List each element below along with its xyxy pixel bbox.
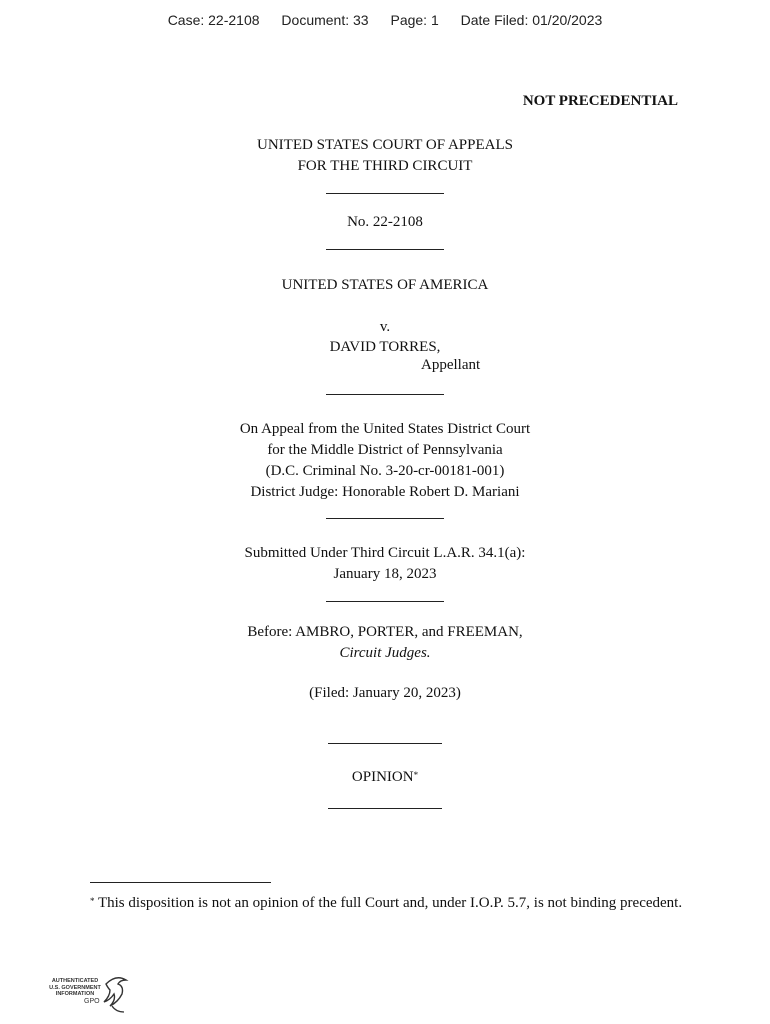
header-page: Page: 1 xyxy=(390,12,439,28)
court-line-1: UNITED STATES COURT OF APPEALS xyxy=(257,137,513,153)
appeal-info xyxy=(0,419,770,503)
appeal-line-1: On Appeal from the United States District Court xyxy=(239,421,531,437)
submission-info xyxy=(0,543,770,585)
header-case: Case: 22-2108 xyxy=(167,12,260,28)
panel-info xyxy=(0,622,770,664)
defendant-name: DAVID TORRES, xyxy=(329,339,441,355)
panel-title: Circuit Judges. xyxy=(339,645,431,661)
separator xyxy=(0,236,770,257)
appeal-line-2: for the Middle District of Pennsylvania xyxy=(267,442,503,458)
footnote-text: This disposition is not an opinion of the full Court and, under I.O.P. 5.7, is not binding precedent. xyxy=(94,895,683,911)
footnote-separator xyxy=(90,882,271,883)
docket-number: No. 22-2108 xyxy=(347,214,423,230)
footnote xyxy=(90,893,690,913)
eagle-icon xyxy=(100,974,130,1018)
opinion-title xyxy=(0,767,770,788)
separator xyxy=(0,180,770,201)
seal-line-3: INFORMATION xyxy=(55,991,95,997)
separator xyxy=(0,505,770,526)
separator xyxy=(0,381,770,402)
header-date-filed: Date Filed: 01/20/2023 xyxy=(460,12,603,28)
submission-line-2: January 18, 2023 xyxy=(333,566,437,582)
submission-line-1: Submitted Under Third Circuit L.A.R. 34.1(a): xyxy=(244,545,526,561)
separator xyxy=(0,795,770,816)
separator xyxy=(0,588,770,609)
versus: v. xyxy=(379,319,391,335)
court-name xyxy=(0,135,770,177)
seal-text xyxy=(44,978,106,998)
ecf-header xyxy=(0,12,770,28)
appeal-line-3: (D.C. Criminal No. 3-20-cr-00181-001) xyxy=(265,463,505,479)
separator xyxy=(0,730,770,751)
plaintiff-name: UNITED STATES OF AMERICA xyxy=(281,277,489,293)
party-role: Appellant xyxy=(421,357,481,373)
seal-line-2: U.S. GOVERNMENT xyxy=(49,984,101,991)
seal-brand: GPO xyxy=(84,998,100,1005)
panel-judges: Before: AMBRO, PORTER, and FREEMAN, xyxy=(247,624,523,640)
footnote-marker: * xyxy=(90,896,95,906)
precedential-designation: NOT PRECEDENTIAL xyxy=(522,93,678,109)
filed-date: (Filed: January 20, 2023) xyxy=(309,685,461,701)
header-document: Document: 33 xyxy=(281,12,369,28)
gpo-authentication-seal xyxy=(44,974,134,1018)
footnote-reference: * xyxy=(413,770,419,780)
court-line-2: FOR THE THIRD CIRCUIT xyxy=(297,158,473,174)
opinion-title-text: OPINION xyxy=(351,769,414,785)
seal-line-1: AUTHENTICATED xyxy=(51,978,99,984)
appeal-line-4: District Judge: Honorable Robert D. Mariani xyxy=(250,484,520,500)
